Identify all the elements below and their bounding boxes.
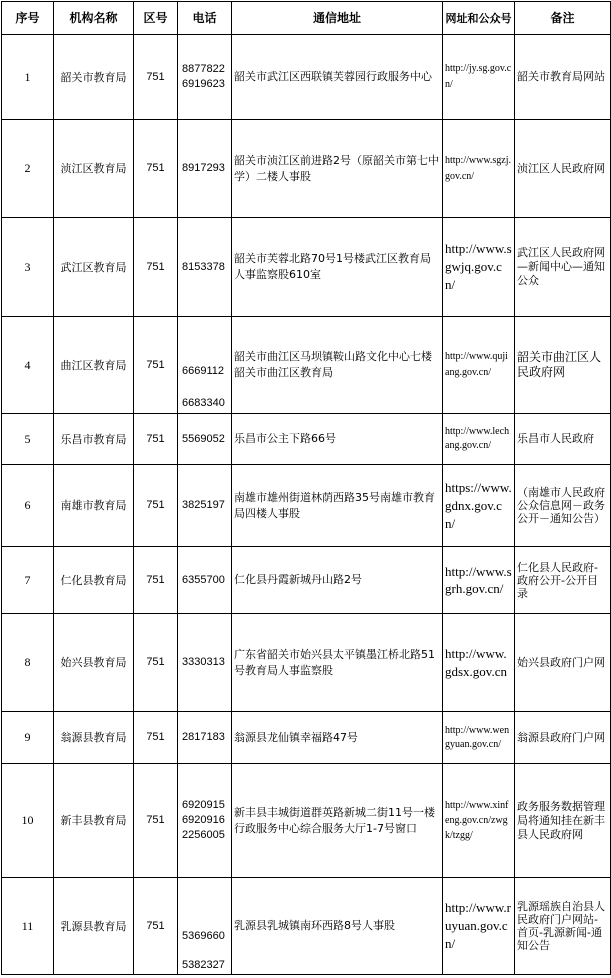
header-phone: 电话 xyxy=(178,2,232,35)
cell-phone xyxy=(178,317,232,414)
cell-org: 韶关市教育局 xyxy=(54,35,134,120)
header-address: 通信地址 xyxy=(232,2,443,35)
cell-phone: 8153378 xyxy=(178,218,232,317)
cell-note: 浈江区人民政府网 xyxy=(515,120,611,218)
phone-primary: 6669112 xyxy=(182,365,225,377)
cell-address: 翁源县龙仙镇幸福路47号 xyxy=(232,712,443,764)
cell-note: 韶关市曲江区人民政府网 xyxy=(515,317,611,414)
cell-seq: 1 xyxy=(2,35,54,120)
cell-web-link[interactable]: http://www.sgwjq.gov.cn/ xyxy=(443,218,515,317)
cell-area: 751 xyxy=(134,712,178,764)
cell-note: （南雄市人民政府公众信息网－政务公开－通知公告） xyxy=(515,465,611,547)
cell-org: 曲江区教育局 xyxy=(54,317,134,414)
cell-note: 政务服务数据管理局将通知挂在新丰县人民政府网 xyxy=(515,764,611,878)
phone-secondary: 5382327 xyxy=(182,959,225,971)
cell-web-link[interactable]: http://www.xinfeng.gov.cn/zwgk/tzgg/ xyxy=(443,764,515,878)
cell-address: 韶关市芙蓉北路70号1号楼武江区教育局人事监察股610室 xyxy=(232,218,443,317)
cell-web-link[interactable]: http://www.wengyuan.gov.cn/ xyxy=(443,712,515,764)
cell-area: 751 xyxy=(134,35,178,120)
table-row xyxy=(2,35,611,120)
header-note: 备注 xyxy=(515,2,611,35)
cell-seq: 10 xyxy=(2,764,54,878)
cell-address: 韶关市武江区西联镇芙蓉园行政服务中心 xyxy=(232,35,443,120)
header-row xyxy=(2,2,611,35)
table-row xyxy=(2,414,611,465)
header-seq: 序号 xyxy=(2,2,54,35)
cell-area: 751 xyxy=(134,764,178,878)
cell-note: 武江区人民政府网—新闻中心—通知公众 xyxy=(515,218,611,317)
table-row xyxy=(2,218,611,317)
cell-web-link[interactable]: http://www.qujiang.gov.cn/ xyxy=(443,317,515,414)
education-bureau-table xyxy=(1,1,611,975)
cell-note: 仁化县人民政府-政府公开-公开目录 xyxy=(515,547,611,614)
cell-seq: 2 xyxy=(2,120,54,218)
cell-address: 韶关市浈江区前进路2号（原韶关市第七中学）二楼人事股 xyxy=(232,120,443,218)
phone-primary: 5369660 xyxy=(182,930,225,942)
cell-phone: 6355700 xyxy=(178,547,232,614)
cell-web-link[interactable]: http://jy.sg.gov.cn/ xyxy=(443,35,515,120)
cell-address: 仁化县丹霞新城丹山路2号 xyxy=(232,547,443,614)
table-row xyxy=(2,547,611,614)
cell-org: 翁源县教育局 xyxy=(54,712,134,764)
cell-area: 751 xyxy=(134,218,178,317)
cell-seq: 7 xyxy=(2,547,54,614)
cell-org: 新丰县教育局 xyxy=(54,764,134,878)
cell-web-link[interactable]: http://www.gdsx.gov.cn xyxy=(443,614,515,712)
cell-note: 翁源县政府门户网 xyxy=(515,712,611,764)
cell-area: 751 xyxy=(134,120,178,218)
cell-address: 韶关市曲江区马坝镇鞍山路文化中心七楼韶关市曲江区教育局 xyxy=(232,317,443,414)
cell-org: 乐昌市教育局 xyxy=(54,414,134,465)
cell-web-link[interactable]: http://www.ruyuan.gov.cn/ xyxy=(443,878,515,975)
cell-seq: 9 xyxy=(2,712,54,764)
cell-phone xyxy=(178,878,232,975)
table-row xyxy=(2,712,611,764)
cell-note: 始兴县政府门户网 xyxy=(515,614,611,712)
cell-org: 仁化县教育局 xyxy=(54,547,134,614)
cell-seq: 11 xyxy=(2,878,54,975)
cell-org: 浈江区教育局 xyxy=(54,120,134,218)
table-row xyxy=(2,614,611,712)
cell-note: 韶关市教育局网站 xyxy=(515,35,611,120)
cell-phone: 6920915 6920916 2256005 xyxy=(178,764,232,878)
cell-area: 751 xyxy=(134,547,178,614)
cell-seq: 4 xyxy=(2,317,54,414)
cell-org: 武江区教育局 xyxy=(54,218,134,317)
cell-web-link[interactable]: http://www.lechang.gov.cn/ xyxy=(443,414,515,465)
cell-seq: 5 xyxy=(2,414,54,465)
cell-area: 751 xyxy=(134,878,178,975)
cell-address: 新丰县丰城街道群英路新城二街11号一楼行政服务中心综合服务大厅1-7号窗口 xyxy=(232,764,443,878)
cell-seq: 3 xyxy=(2,218,54,317)
table-row xyxy=(2,317,611,414)
cell-org: 南雄市教育局 xyxy=(54,465,134,547)
cell-phone: 8877822 6919623 xyxy=(178,35,232,120)
cell-address: 南雄市雄州街道林荫西路35号南雄市教育局四楼人事股 xyxy=(232,465,443,547)
cell-web-link[interactable]: https://www.gdnx.gov.cn/ xyxy=(443,465,515,547)
cell-phone: 5569052 xyxy=(178,414,232,465)
table-row xyxy=(2,878,611,975)
cell-phone: 8917293 xyxy=(178,120,232,218)
cell-address: 广东省韶关市始兴县太平镇墨江桥北路51号教育局人事监察股 xyxy=(232,614,443,712)
header-area: 区号 xyxy=(134,2,178,35)
cell-phone: 3330313 xyxy=(178,614,232,712)
header-org: 机构名称 xyxy=(54,2,134,35)
header-web: 网址和公众号 xyxy=(443,2,515,35)
cell-seq: 8 xyxy=(2,614,54,712)
cell-address: 乳源县乳城镇南环西路8号人事股 xyxy=(232,878,443,975)
cell-phone: 3825197 xyxy=(178,465,232,547)
cell-area: 751 xyxy=(134,317,178,414)
cell-note: 乐昌市人民政府 xyxy=(515,414,611,465)
table-row xyxy=(2,465,611,547)
table-row xyxy=(2,764,611,878)
cell-area: 751 xyxy=(134,614,178,712)
cell-org: 乳源县教育局 xyxy=(54,878,134,975)
cell-org: 始兴县教育局 xyxy=(54,614,134,712)
cell-seq: 6 xyxy=(2,465,54,547)
cell-area: 751 xyxy=(134,465,178,547)
cell-area: 751 xyxy=(134,414,178,465)
phone-secondary: 6683340 xyxy=(182,397,225,409)
table-row xyxy=(2,120,611,218)
cell-web-link[interactable]: http://www.sgzj.gov.cn/ xyxy=(443,120,515,218)
cell-note: 乳源瑶族自治县人民政府门户网站-首页-乳源新闻-通知公告 xyxy=(515,878,611,975)
cell-web-link[interactable]: http://www.sgrh.gov.cn/ xyxy=(443,547,515,614)
cell-phone: 2817183 xyxy=(178,712,232,764)
cell-address: 乐昌市公主下路66号 xyxy=(232,414,443,465)
